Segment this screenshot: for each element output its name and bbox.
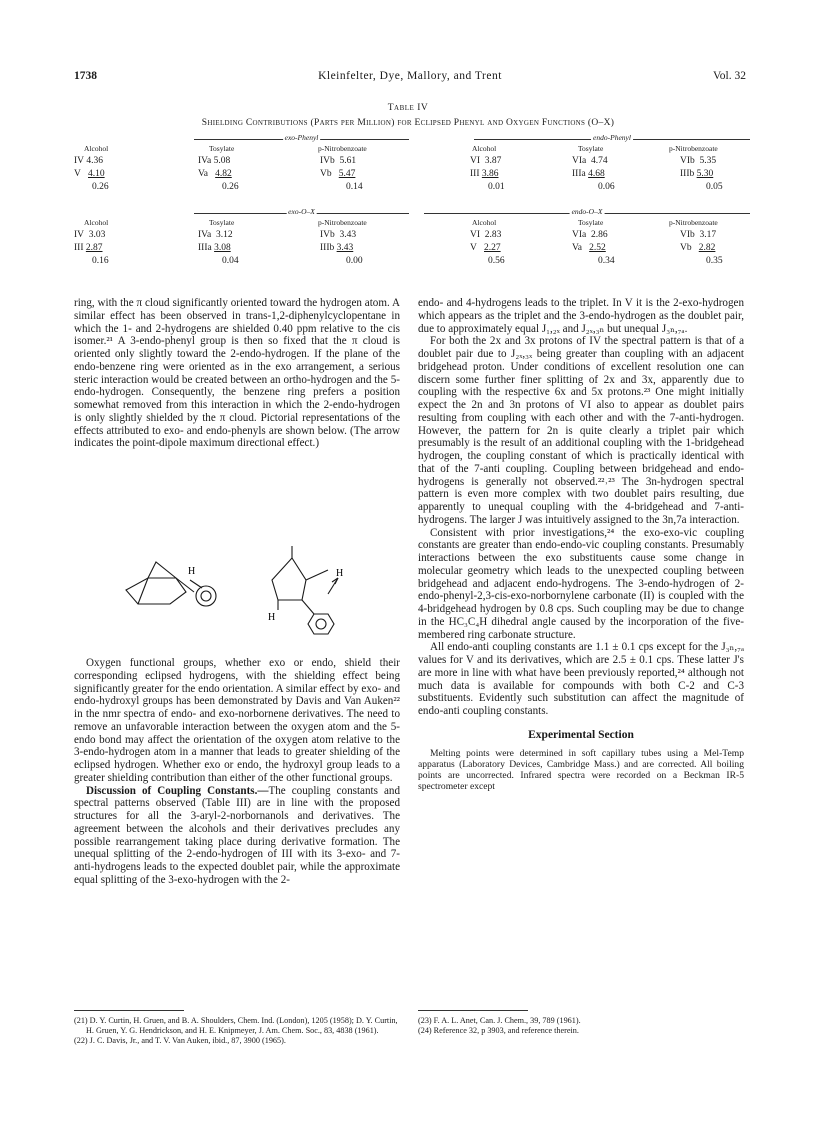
footnotes-right bbox=[418, 1016, 744, 1036]
h-label: H bbox=[268, 612, 276, 623]
paragraph: All endo-anti coupling constants are 1.1 ± 0.1 cps except for the J₃ₙ,₇ₐ values for V and its derivatives, which are 2.5 ± 0.1 cps. These latter J's are more in line with what have been previously reported,²⁴ although not much data is available for compounds with both C-2 and C-3 substituents. Evidently such substitution can affect the magnitude of endo-anti coupling constants. bbox=[418, 641, 744, 717]
col-head-alcohol: Alcohol bbox=[84, 218, 109, 227]
table-cell: IV 4.36 bbox=[74, 156, 104, 166]
footnote-rule bbox=[74, 1010, 184, 1011]
table-cell: IV 3.03 bbox=[74, 230, 106, 240]
endo-phenyl-structure bbox=[262, 540, 372, 640]
table-diff: 0.35 bbox=[706, 256, 723, 266]
footnote: (21) D. Y. Curtin, H. Gruen, and B. A. Shoulders, Chem. Ind. (London), 1205 (1958); D. Y. Curtin, H. Gruen, Y. G. Hendrickson, and H. E. Knipmeyer, J. Am. Chem. Soc., 83, 4838 (1961). bbox=[74, 1016, 398, 1035]
table-cell: IVa 3.12 bbox=[198, 230, 233, 240]
col-head-tosylate: Tosylate bbox=[209, 218, 235, 227]
col-head-pnb: p-Nitrobenzoate bbox=[318, 218, 367, 227]
subsection-head: Discussion of Coupling Constants.— bbox=[86, 784, 269, 797]
col-head-pnb: p-Nitrobenzoate bbox=[318, 144, 367, 153]
col-head-tosylate: Tosylate bbox=[578, 218, 604, 227]
table-cell: IVb 3.43 bbox=[320, 230, 357, 240]
table-cell: VIb 5.35 bbox=[680, 156, 717, 166]
paragraph: Consistent with prior investigations,²⁴ the exo-exo-vic coupling constants are greater than endo-endo-vic coupling constants. Presumably interactions between the exo substituents cause some change in molecular geometry which leads to the unexpected coupling between bridgehead and adjacent endo-hydrogens. The 3-endo-hydrogen of 2-endo-phenyl-2,3-cis-exo-norbornylene carbonate (II) is coupled with the 4-bridgehead hydrogen by 0.8 cps. Such coupling may be due to change in the HC₃C₄H dihedral angle caused by the incorporation of the five-membered ring carbonate structure. bbox=[418, 526, 744, 641]
table-cell: IIIb 5.30 bbox=[680, 169, 714, 179]
table-cell: IIIb 3.43 bbox=[320, 243, 354, 253]
footnote-rule bbox=[418, 1010, 528, 1011]
table-label: Table IV bbox=[387, 103, 429, 113]
table-diff: 0.06 bbox=[598, 182, 615, 192]
col-head-pnb: p-Nitrobenzoate bbox=[669, 218, 718, 227]
footnote: (24) Reference 32, p 3903, and reference therein. bbox=[418, 1026, 579, 1035]
table-title: Shielding Contributions (Parts per Million) for Eclipsed Phenyl and Oxygen Functions (O–X) bbox=[201, 118, 615, 128]
table-diff: 0.26 bbox=[222, 182, 239, 192]
table-diff: 0.05 bbox=[706, 182, 723, 192]
left-column bbox=[74, 297, 400, 450]
col-head-alcohol: Alcohol bbox=[472, 218, 497, 227]
table-cell: V 2.27 bbox=[470, 243, 501, 253]
table-cell: IIIa 4.68 bbox=[572, 169, 605, 179]
paragraph: For both the 2x and 3x protons of IV the spectral pattern is that of a doublet pair due to J₂ₓ,₃ₓ being greater than coupling with an adjacent bridgehead proton. Under conditions of excellent resolution one can discern some further finer splitting of 2x and 3x, apparently due to coupling with the respective 6x and 5x protons.²³ One might initially expect the 2n and 3n protons of VI also to appear as doublet pairs resulting from coupling with each other and with the 7-anti-hydrogen. However, the pattern for 2n is quite clearly a triplet pair which presumably is the result of an additional coupling with the 1-bridgehead hydrogen, the coupling constant of which is practically identical with that of the 7-anti coupling. Coupling between bridgehead and endo-hydrogens is generally not observed.²²˒²³ The 3n-hydrogen spectral pattern is even more complex with two doublet pairs resulting, due apparently to unequal coupling with the 4-bridgehead and 7-anti-hydrogens. The larger J was intuitively assigned to the 3n,7a interaction. bbox=[418, 335, 744, 526]
paragraph: Melting points were determined in soft capillary tubes using a Mel-Temp apparatus (Laboratory Devices, Cambridge Mass.) and are corrected. All boiling points are uncorrected. Infrared spectra were recorded on a Beckman IR-5 spectrometer except bbox=[418, 747, 744, 793]
footnotes-left bbox=[74, 1016, 400, 1046]
table-diff: 0.00 bbox=[346, 256, 363, 266]
col-head-tosylate: Tosylate bbox=[209, 144, 235, 153]
table-diff: 0.14 bbox=[346, 182, 363, 192]
h-label: H bbox=[336, 568, 344, 579]
paragraph: Discussion of Coupling Constants.—The coupling constants and spectral patterns observed (Table III) are in line with the proposed structures for all the 3-aryl-2-norbornanols and derivatives. The agreement between the alcohols and their derivatives precludes any possible rearrangement taking place during derivative formation. The unequal splitting of the 2-endo-hydrogen of III with its 3-exo- and 7-anti-hydrogens leads to the expected doublet pair, while the approximate equal splitting of the 3-exo-hydrogen with the 2- bbox=[74, 784, 400, 886]
table-diff: 0.34 bbox=[598, 256, 615, 266]
exo-phenyl-structure bbox=[118, 548, 238, 618]
table-cell: V 4.10 bbox=[74, 169, 105, 179]
table-ox-block bbox=[74, 208, 750, 268]
running-authors: Kleinfelter, Dye, Mallory, and Trent bbox=[318, 70, 502, 82]
table-cell: Vb 5.47 bbox=[320, 169, 356, 179]
left-column-lower bbox=[74, 657, 400, 887]
footnote: (23) F. A. L. Anet, Can. J. Chem., 39, 789 (1961). bbox=[418, 1016, 581, 1025]
group-endo-phenyl: endo-Phenyl bbox=[474, 134, 750, 142]
table-diff: 0.56 bbox=[488, 256, 505, 266]
table-cell: Va 4.82 bbox=[198, 169, 232, 179]
group-exo-phenyl: exo-Phenyl bbox=[194, 134, 409, 142]
footnote: (22) J. C. Davis, Jr., and T. V. Van Auken, ibid., 87, 3900 (1965). bbox=[74, 1036, 286, 1045]
col-head-alcohol: Alcohol bbox=[84, 144, 109, 153]
table-cell: IIIa 3.08 bbox=[198, 243, 231, 253]
table-cell: VI 3.87 bbox=[470, 156, 502, 166]
table-cell: VIa 4.74 bbox=[572, 156, 608, 166]
page-number: 1738 bbox=[74, 70, 97, 82]
table-cell: VIa 2.86 bbox=[572, 230, 608, 240]
group-endo-ox: endo-O–X bbox=[424, 208, 750, 216]
table-cell: Va 2.52 bbox=[572, 243, 606, 253]
table-cell: VI 2.83 bbox=[470, 230, 502, 240]
volume-label: Vol. 32 bbox=[712, 70, 746, 82]
table-cell: III 2.87 bbox=[74, 243, 103, 253]
col-head-tosylate: Tosylate bbox=[578, 144, 604, 153]
h-label: H bbox=[188, 566, 196, 577]
paragraph: endo- and 4-hydrogens leads to the triplet. In V it is the 2-exo-hydrogen which appears as the triplet and the 3-endo-hydrogen as the doublet pair, due to approximately equal J₁,₂ₓ and J₂ₓ,₃ₙ but unequal J₃ₙ,₇ₐ. bbox=[418, 297, 744, 335]
paragraph: ring, with the π cloud significantly oriented toward the hydrogen atom. A similar effect has been observed in trans-1,2-diphenylcyclopentane in which the 1- and 2-hydrogens are shielded 0.40 ppm relative to the cis isomer.²¹ A 3-endo-phenyl group is then so fixed that the π cloud is oriented only slightly toward the 2-endo-hydrogen. If the plane of the endo-benzene ring were oriented as in the exo arrangement, a serious steric interaction would be created between an ortho-hydrogen and the 5-endo-hydrogen. Consequently, the benzene ring prefers a position somewhat removed from this interaction in which the 2-endo-hydrogen is only slightly shielded by the π cloud. Pictorial representations of the effects attributed to exo- and endo-phenyls are shown below. (The arrow indicates the point-dipole maximum directional effect.) bbox=[74, 297, 400, 450]
right-column bbox=[418, 297, 744, 793]
table-diff: 0.04 bbox=[222, 256, 239, 266]
table-cell: VIb 3.17 bbox=[680, 230, 717, 240]
table-diff: 0.16 bbox=[92, 256, 109, 266]
section-heading: Experimental Section bbox=[528, 728, 634, 741]
col-head-pnb: p-Nitrobenzoate bbox=[669, 144, 718, 153]
table-diff: 0.01 bbox=[488, 182, 505, 192]
table-diff: 0.26 bbox=[92, 182, 109, 192]
table-cell: Vb 2.82 bbox=[680, 243, 716, 253]
table-phenyl-block bbox=[74, 134, 750, 194]
table-cell: III 3.86 bbox=[470, 169, 499, 179]
col-head-alcohol: Alcohol bbox=[472, 144, 497, 153]
paragraph: Oxygen functional groups, whether exo or endo, shield their corresponding eclipsed hydrogens, with the shielding effect being significantly greater for the endo orientation. A similar effect by exo- and endo-hydroxyl groups has been demonstrated by Davis and Van Auken²² in the nmr spectra of endo- and exo-norbornene derivatives. The need to remove an unfavorable interaction between the oxygen atom and the 5-endo bond may affect the orientation of the oxygen atom relative to the 3-endo-hydrogen atom in a manner that leads to greater shielding of the eclipsed hydrogen. Whether exo or endo, the hydroxyl group leads to a greater shielding contribution than either of the other functional groups. bbox=[74, 657, 400, 784]
group-exo-ox: exo-O–X bbox=[194, 208, 409, 216]
table-cell: IVa 5.08 bbox=[198, 156, 231, 166]
table-cell: IVb 5.61 bbox=[320, 156, 357, 166]
